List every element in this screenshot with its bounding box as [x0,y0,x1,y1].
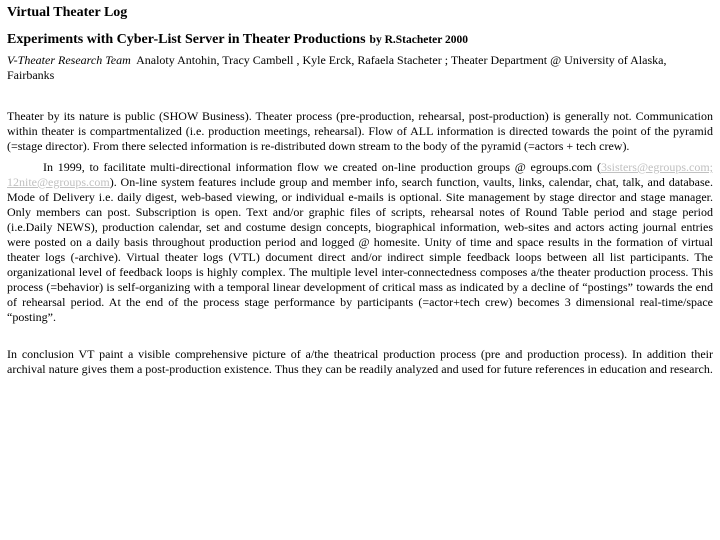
heading-title: Experiments with Cyber-List Server in Theater Productions [7,32,366,47]
paragraph-conclusion: In conclusion VT paint a visible comprehensive picture of a/the theatrical production process (pre and production process). In addition their archival nature gives them a post-production existence. Thus they can be readily analyzed and used for future references in education and research. [7,347,713,376]
document-heading [7,30,468,49]
paragraph-body [7,160,713,325]
heading-author: by R.Stacheter 2000 [369,34,469,46]
team-members: Analoty Antohin, Tracy Cambell , Kyle Erck, Rafaela Stacheter ; Theater Department @ University of Alaska, Fairbanks [7,53,667,82]
paragraph-intro: Theater by its nature is public (SHOW Business). Theater process (pre-production, rehearsal, post-production) is generally not. Communication within theater is compartmentalized (i.e. production meetings, rehearsal). Flow of ALL information is directed towards the point of the pyramid (=stage director). From there selected information is re-distributed down stream to the body of the pyramid (=actors + tech crew). [7,109,713,153]
paragraph-body-intro: In 1999, to facilitate multi-directional information flow we created on-line production groups @ egroups.com ( [43,160,601,174]
team-name: V-Theater Research Team [7,53,131,67]
page-title: Virtual Theater Log [7,5,128,20]
link-12nite-group[interactable]: 12nite@egroups.com [7,175,110,189]
paragraph-body-text: ). On-line system features include group and member info, search function, vaults, links, calendar, chat, talk, and database. Mode of Delivery i.e. daily digest, web-based viewing, or individual e-mails is optional. Site management by stage director and stage manager. Only members can post. Subscription is open. Text and/or graphic files of scripts, rehearsal notes of Round Table period and stage period (i.e.Daily NEWS), production calendar, set and costume design concepts, biographical information, web-sites and actors acting journal entries were posted on a daily basis throughout production period and logged @ homesite. Unity of time and space results in the formation of virtual theater logs (-archive). Virtual theater logs (VTL) document direct and/or indirect simple feedback loops between all list participants. The organizational level of feedback loops is highly complex. The multiple level inter-connectedness composes a/the theater production process. This process (=behavior) is self-organizing with a temporal linear development of critical mass as indicated by a decline of “postings” towards the end of rehearsal period. At the end of the process stage performance by participants (=actor+tech crew) becomes 3 dimensional real-time/space “posting”. [7,175,713,324]
research-team-line [7,53,707,83]
link-3sisters-group[interactable]: 3sisters@egroups.com; [600,160,713,174]
